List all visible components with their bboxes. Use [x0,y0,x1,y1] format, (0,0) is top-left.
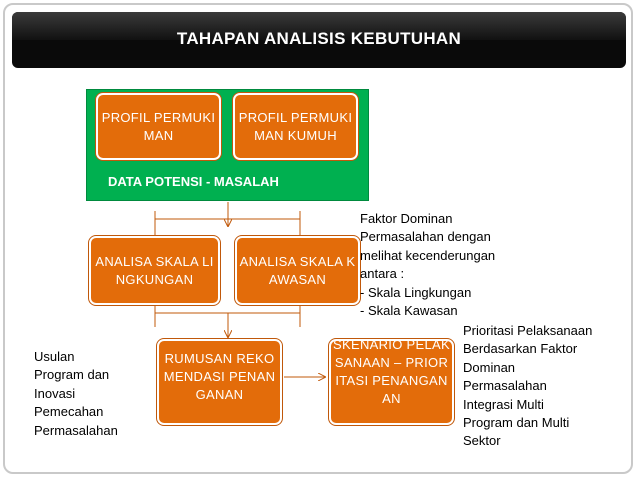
data-potensi-label: DATA POTENSI - MASALAH [108,174,279,189]
note-faktor-dominan: Faktor Dominan Permasalahan dengan melihat kecenderungan antara : - Skala Lingkungan - Skala Kawasan [360,211,496,319]
box-skenario-pelaksanaan: SKENARIO PELAKSANAAN – PRIORITASI PENANGANAN [329,339,454,425]
box-rumusan-rekomendasi: RUMUSAN REKOMENDASI PENANGANAN [157,339,282,425]
slide-title: TAHAPAN ANALISIS KEBUTUHAN [176,29,462,48]
note-usulan-program: Usulan Program dan Inovasi Pemecahan Permasalahan [34,349,118,438]
box-profil-kumuh: PROFIL PERMUKIMAN KUMUH [233,93,358,160]
box-analisa-kawasan: ANALISA SKALA KAWASAN [235,236,360,305]
box-analisa-lingkungan: ANALISA SKALA LINGKUNGAN [89,236,220,305]
note-prioritasi: Prioritasi Pelaksanaan Berdasarkan Faktor Dominan Permasalahan Integrasi Multi Program dan Multi Sektor [463,323,593,449]
box-profil-permukiman: PROFIL PERMUKIMAN [96,93,221,160]
